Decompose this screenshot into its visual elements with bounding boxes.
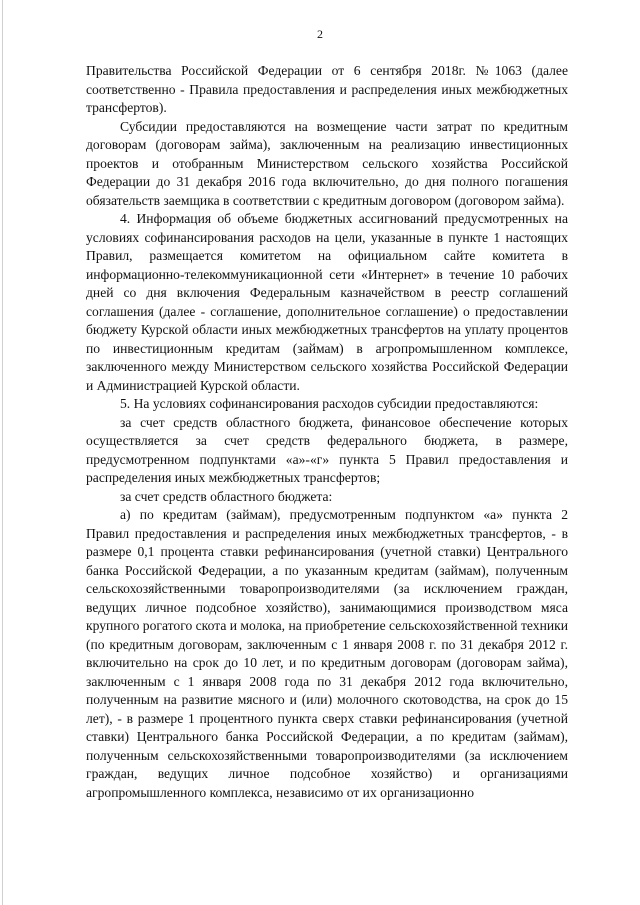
- paragraph-federal-funding: за счет средств областного бюджета, финансовое обеспечение которых осуществляется за счет средств федерального бюджета, в размере, предусмотренном подпунктами «а»-«г» пункта 5 Правил предоставления и распределения иных межбюджетных трансфертов;: [86, 414, 568, 485]
- page-number: 2: [317, 27, 323, 41]
- document-body: [86, 62, 568, 802]
- scan-edge-line: [2, 0, 3, 905]
- paragraph-item-5: 5. На условиях софинансирования расходов субсидии предоставляются:: [120, 396, 539, 411]
- paragraph-subitem-a: а) по кредитам (займам), предусмотренным подпунктом «а» пункта 2 Правил предоставления и распределения иных межбюджетных трансфертов, - в размере 0,1 процента ставки рефинансирования (учетной ставки) Центрального банка Российской Федерации, а по указанным кредитам (займам), полученным сельскохозяйственными товаропроизводителями (за исключением граждан, ведущих личное подсобное хозяйство), занимающимися производством мяса крупного рогатого скота и молока, на приобретение сельскохозяйственной техники (по кредитным договорам, заключенным с 1 января 2008 г. по 31 декабря 2012 г. включительно на срок до 10 лет, и по кредитным договорам (договорам займа), заключенным с 1 января 2008 года по 31 декабря 2012 года включительно, полученным на развитие мясного и (или) молочного скотоводства, на срок до 15 лет), - в размере 1 процентного пункта сверх ставки рефинансирования (учетной ставки) Центрального банка Российской Федерации, а по кредитам (займам), полученным сельскохозяйственными товаропроизводителями (за исключением граждан, ведущих личное подсобное хозяйство) и организациями агропромышленного комплекса, независимо от их организационно: [86, 507, 568, 800]
- paragraph-regional-funding: за счет средств областного бюджета:: [120, 488, 333, 504]
- paragraph-subsidies-purpose: Субсидии предоставляются на возмещение части затрат по кредитным договорам (договорам займа), заключенным на реализацию инвестиционных проектов и отобранным Министерством сельского хозяйства Российской Федерации до 31 декабря 2016 года включительно, до дня полного погашения обязательств заемщика в соответствии с кредитным договором (договором займа).: [86, 118, 568, 208]
- paragraph-rules-reference: Правительства Российской Федерации от 6 сентября 2018г. №1063 (далее соответственно - Правила предоставления и распределения иных межбюджетных трансфертов).: [86, 63, 568, 115]
- paragraph-item-4: 4. Информация об объеме бюджетных ассигнований предусмотренных на условиях софинансирования расходов на цели, указанные в пункте 1 настоящих Правил, размещается комитетом на официальном сайте комитета в информационно-телекоммуникационной сети «Интернет» в течение 10 рабочих дней со дня включения Федеральным казначейством в реестр соглашений соглашения (далее - соглашение, дополнительное соглашение) о предоставлении бюджету Курской области иных межбюджетных трансфертов на уплату процентов по инвестиционным кредитам (займам) в агропромышленном комплексе, заключенного между Министерством сельского хозяйства Российской Федерации и Администрацией Курской области.: [86, 211, 568, 393]
